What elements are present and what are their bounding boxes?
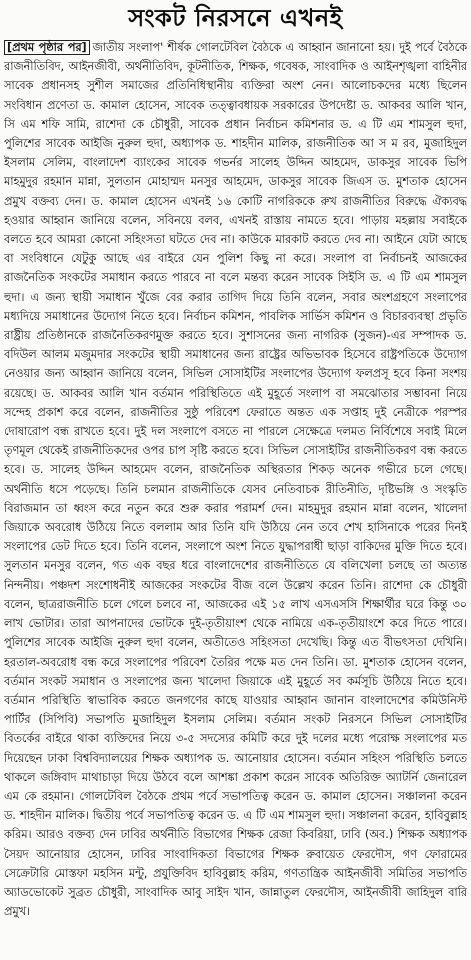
article-body — [4, 38, 467, 958]
article-paragraph — [4, 38, 467, 921]
article-text: জাতীয় সংলাপ' শীর্ষক গোলটেবিল বৈঠকে এ আহ্বান জানানো হয়। দুই পর্বে বৈঠকে রাজনীতিবিদ, আইনজীবী, অর্থনীতিবিদ, কূটনীতিক, শিক্ষক, গবেষক, সাংবাদিক ও আইনশৃঙ্খলা বাহিনীর সাবেক প্রধানসহ সুশীল সমাজের প্রতিনিধিস্থানীয় ব্যক্তিরা অংশ নেন। আলোচকদের মধ্যে ছিলেন সংবিধান প্রণেতা ড. কামাল হোসেন, সাবেক তত্ত্বাবধায়ক সরকারের উপদেষ্টা ড. আকবর আলি খান, সি এম শফি সামি, রাশেদা কে চৌধুরী, সাবেক প্রধান নির্বাচন কমিশনার ড. এ টি এম শামসুল হুদা, পুলিশের সাবেক আইজি নুরুল হুদা, অধ্যাপক ড. শাহদীন মালিক, রাজনীতিক আ স ম রব, মুজাহিদুল ইসলাম সেলিম, বাংলাদেশ ব্যাংকের সাবেক গভর্নর সালেহ উদ্দিন আহমেদ, ডাকসুর সাবেক ভিপি মাহমুদুর রহমান মান্না, সুলতান মোহাম্মদ মনসুর আহমেদ, ডাকসুর সাবেক জিএস ড. মুশতাক হোসেন প্রমুখ বক্তব্য দেন। ড. কামাল হোসেন এখনই ১৬ কোটি নাগরিককে রুখ রাজনীতির বিরুদ্ধে ঐক্যবদ্ধ হওয়ার আহ্বান জানিয়ে বলেন, সবিনয়ে বলব, এখনই রাস্তায় নামতে হবে। পাড়ায় মহল্লায় সবাইকে বলতে হবে আমরা কোনো সহিংসতা ঘটতে দেব না। কাউকে মারকাট করতে দেব না। আইনে যেটা আছে বা সংবিধানে যেটুকু আছে এর বাইরে যেন পুলিশ কিছু না করে। সংলাপ বা নির্বাচনই আজকের রাজনৈতিক সংকটের সমাধান করতে পারবে না বলে মন্তব্য করেন সাবেক সিইসি ড. এ টি এম শামসুল হুদা। এ জন্য স্থায়ী সমাধান খুঁজে বের করার তাগিদ দিয়ে তিনি বলেন, সবার অংশগ্রহণে সংলাপের মধ্যদিয়ে সমাধানের উদ্যোগ নিতে হবে। নির্বাচন কমিশন, পাবলিক সার্ভিস কমিশন ও বিচারব্যবস্থা প্রভৃতি রাষ্ট্রীয় প্রতিষ্ঠানকে রাজনৈতিকরণমুক্ত করতে হবে। সুশাসনের জন্য নাগরিক (সুজন)-এর সম্পাদক ড. বদিউল আলম মজুমদার সংকটের স্থায়ী সমাধানের জন্য রাষ্ট্রের অভিভাবক হিসেবে রাষ্ট্রপতিকে উদ্যোগ নেওয়ার জন্য আহ্বান জানিয়ে বলেন, সিভিল সোসাইটির সংলাপের উদ্যোগ ফলপ্রসূ হবে কিনা সংশয় রয়েছে। ড. আকবর আলি খান বর্তমান পরিস্থিতিতে এই মুহূর্তে সংলাপ বা সমঝোতার সম্ভাবনা নিয়ে সন্দেহ প্রকাশ করে বলেন, রাজনীতির সুষ্ঠু পরিবেশ ফেরাতে অন্তত এক সপ্তাহ দুই নেত্রীকে পরস্পর দোষারোপ বন্ধ রাখতে হবে। দুই দল সংলাপে বসতে না পারলে সেক্ষেত্রে দলমত নির্বিশেষে সবাই মিলে তৃণমূল থেকেই রাজনীতিকদের ওপর চাপ সৃষ্টি করতে হবে। সিভিল সোসাইটির রাজনীতিকরণ বন্ধ করতে হবে। ড. সালেহ উদ্দিন আহমেদ বলেন, রাজনৈতিক অস্থিরতার শিকড় অনেক গভীরে চলে গেছে। অর্থনীতি ধসে পড়েছে। তিনি চলমান রাজনীতিকে যেসব নেতিবাচক রীতিনীতি, দৃষ্টিভঙ্গি ও সংস্কৃতি বিরাজমান তা ধ্বংস করে নতুন করে শুরু করার পরামর্শ দেন। মাহমুদুর রহমান মান্না বলেন, খালেদা জিয়াকে অবরোধ উঠিয়ে নিতে বললাম আর তিনি যদি উঠিয়ে নেন তবে শেখ হাসিনাকে পরের দিনই সংলাপের ডেট দিতে হবে। তিনি বলেন, সংলাপে অংশ নিতে যুদ্ধাপরাধী ছাড়া বাকিদের মুক্তি দিতে হবে। সুলতান মনসুর বলেন, গত এক বছর ধরে বাংলাদেশের রাজনীতিতে যে বলিখেলা চলছে তা অত্যন্ত নিন্দনীয়। পঞ্চদশ সংশোধনীই আজকের সংকটের বীজ বলে উল্লেখ করেন তিনি। রাশেদা কে চৌধুরী বলেন, ছাত্ররাজনীতি চলে গেলে চলবে না, আজকের এই ১৫ লাখ এসএসসি শিক্ষার্থীর ঘরে কিন্তু ৩০ লাখ ভোটার। তারা আপনাদের ভোটকে দুই-তৃতীয়াংশ থেকে নামিয়ে এক-তৃতীয়াংশে করে দিতে পারে। পুলিশের সাবেক আইজি নুরুল হুদা বলেন, অতীতেও সহিংসতা দেখেছি। কিন্তু এত বীভৎসতা দেখিনি। হরতাল-অবরোধ বন্ধ করে সংলাপের পরিবেশ তৈরির পক্ষে মত দেন তিনি। ডা. মুশতাক হোসেন বলেন, বর্তমান সংকট সমাধান ও সংলাপের জন্য খালেদা জিয়াকে এই মুহূর্তে সব কর্মসূচি উঠিয়ে নিতে হবে। বর্তমান পরিস্থিতি স্বাভাবিক করতে জনগণের কাছে যাওয়ার আহ্বান জানান বাংলাদেশের কমিউনিস্ট পার্টির (সিপিবি) সভাপতি মুজাহিদুল ইসলাম সেলিম। বর্তমান সংকট নিরসনে সিভিল সোসাইটির বিতর্কের বাইরে থাকা ব্যক্তিদের নিয়ে ৩-৫ সদস্যের কমিটি করে দুই দলের মধ্যে পরোক্ষ সংলাপের মত দিয়েছেন ঢাকা বিশ্ববিদ্যালয়ের শিক্ষক অধ্যাপক ড. আনোয়ার হোসেন। বর্তমান সহিংস পরিস্থিতি চলতে থাকলে জঙ্গিবাদ মাথাচাড়া দিয়ে উঠবে বলে আশঙ্কা প্রকাশ করেন সাবেক অতিরিক্ত অ্যাটর্নি জেনারেল এম কে রহমান। গোলটেবিল বৈঠকে প্রথম পর্বে সভাপতিত্ব করেন ড. কামাল হোসেন। সঞ্চালনা করেন ড. শাহদীন মালিক। দ্বিতীয় পর্বে সভাপতিত্ব করেন ড. এ টি এম শামসুল হুদা। সঞ্চালনা করেন, হাবিবুল্লাহ করিম। আরও বক্তব্য দেন ঢাবির অর্থনীতি বিভাগের শিক্ষক রেজা কিবরিয়া, ঢাবি (অব.) শিক্ষক অধ্যাপক সৈয়দ আনোয়ার হোসেন, ঢাবির সাংবাদিকতা বিভাগের শিক্ষক রুবায়েত ফেরদৌস, গণ ফোরামের সেক্রেটারি মোস্তফা মহসিন মন্টু, প্রযুক্তিবিদ হাবিবুল্লাহ করিম, গণতান্ত্রিক আইনজীবী সমিতির সভাপতি অ্যাডভোকেট সুব্রত চৌধুরী, সাংবাদিক আবু সাইদ খান, জান্নাতুল ফেরদৌস, আইনজীবী জাহিদুল বারি প্রমুখ। — [4, 41, 467, 919]
continued-from-front-page-tag: [প্রথম পৃষ্ঠার পর] — [4, 40, 90, 55]
headline: সংকট নিরসনে এখনই — [128, 3, 343, 32]
